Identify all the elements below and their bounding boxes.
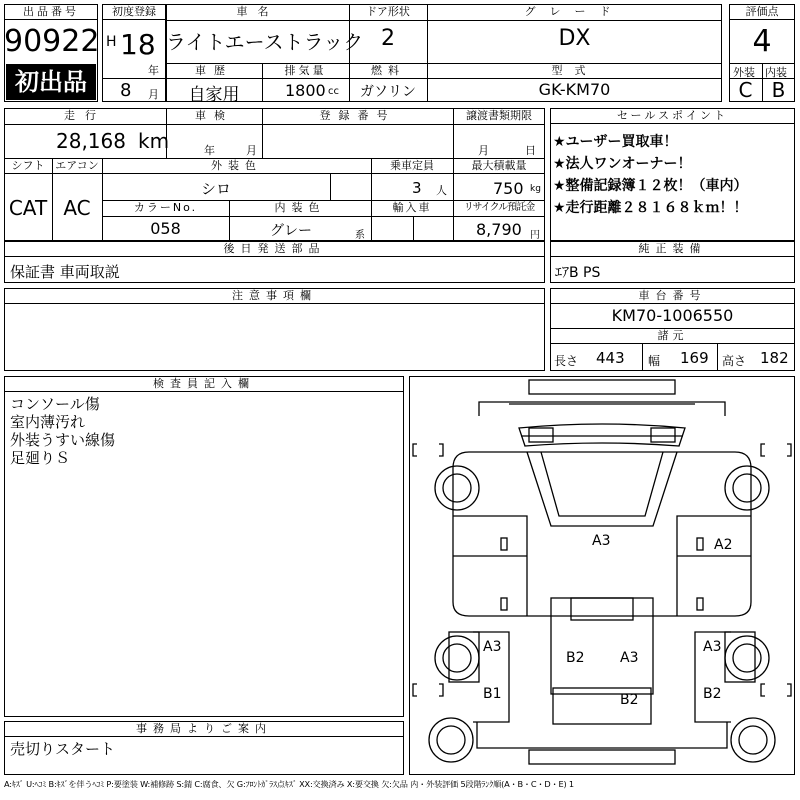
history-label: 車歴 [195,64,233,77]
sales-point-1: ★ユーザー買取車！ [553,134,678,150]
displacement-value: 1800 [285,81,326,100]
import-label: 輸入車 [392,201,432,214]
transfer-deadline-label: 譲渡書類期限 [466,109,532,122]
lot-number-label: 出品番号 [4,4,98,20]
color-no-label: カラーNo. [133,201,198,214]
dims-label: 諸元 [550,328,795,344]
max-load-value: 750 [493,179,524,198]
height-label: 高さ [722,354,747,368]
width-value: 169 [680,349,709,367]
sales-point-3: ★整備記録簿１２枚！（車内） [553,178,748,194]
history-value: 自家用 [188,85,240,105]
door-label: ドア形状 [366,5,410,18]
exterior-label: 外装 [733,66,755,79]
fuel-value: ガソリン [360,84,416,100]
transfer-month-unit: 月 [478,144,489,157]
shift-value: CAT [8,196,48,220]
chassis-value: KM70-1006550 [611,306,734,325]
interior-label: 内装 [765,66,787,79]
model-value: GK-KM70 [538,80,611,99]
mark-left-bed: A3 [483,639,502,655]
door-value: 2 [381,26,395,51]
ext-color-value: シロ [200,180,231,198]
length-label: 長さ [554,354,579,368]
int-color-label: 内装色 [274,201,326,214]
reg-number-label: 登録番号 [319,109,396,122]
score-label: 評価点 [729,4,795,20]
mark-bed-b2: B2 [566,650,585,666]
office-label: 事務局よりご案内 [4,721,404,737]
inspection-year-unit: 年 [204,144,215,157]
later-parts-label: 後日発送部品 [4,241,545,257]
sales-point-2: ★法人ワンオーナー！ [553,156,692,172]
vehicle-diagram [409,376,795,775]
displacement-unit: cc [328,86,339,97]
mark-right-door: A2 [714,537,733,553]
int-color-value: グレー [270,223,312,239]
sales-point-4: ★走行距離２８１６８ｋｍ！！ [553,200,748,216]
mileage-unit: km [138,129,170,153]
capacity-unit: 人 [436,184,447,197]
transfer-day-unit: 日 [525,144,536,157]
damage-legend: A:ｷｽﾞ U:ﾍｺﾐ B:ｷｽﾞを伴うﾍｺﾐ P:要塗装 W:補修跡 S:錆 C:腐食、欠 G:ﾌﾛﾝﾄｶﾞﾗｽ点ｷｽﾞ XX:交換済み X:要交換 欠:欠品 内・外装評価 5段階ﾗﾝｸ順(A・B・C・D・E) 1 [4,779,574,789]
max-load-unit: kg [530,184,541,194]
model-label: 型式 [551,64,598,77]
office-value: 売切りスタート [10,740,116,758]
grade-label: グレード [524,5,625,18]
int-color-unit: 系 [355,230,365,241]
exterior-grade: C [738,78,753,102]
shift-label: シフト [11,159,45,172]
capacity-label: 乗車定員 [390,159,434,172]
chassis-label: 車台番号 [550,288,795,304]
first-reg-label: 初度登録 [102,4,166,20]
equipment-value: ｴｱB PS [555,265,601,281]
aircon-value: AC [63,196,91,220]
mark-roof: A3 [592,533,611,549]
reg-month: 8 [120,80,132,101]
month-unit: 月 [148,88,159,101]
mileage-label: 走行 [64,109,106,122]
recycle-label: リサイクル預託金 [463,202,535,213]
car-name: ライトエーストラック [166,30,364,54]
inspector-label: 検査員記入欄 [4,376,404,392]
fuel-label: 燃料 [371,64,405,77]
length-value: 443 [596,349,625,367]
ext-color-label: 外装色 [211,159,262,172]
later-parts-value: 保証書 車両取説 [10,263,120,281]
year-unit: 年 [148,64,159,77]
reg-year: 18 [120,28,156,61]
max-load-label: 最大積載量 [471,159,527,172]
displacement-label: 排気量 [284,64,327,77]
equipment-label: 純正装備 [550,241,795,257]
notes-label: 注意事項欄 [4,288,545,304]
lot-number: 90922 [4,24,100,59]
score-value: 4 [752,24,772,59]
recycle-unit: 円 [530,230,540,241]
mark-left-rear: B1 [483,686,502,702]
mark-rear-gate: B2 [620,692,639,708]
inspection-month-unit: 月 [246,144,257,157]
era: H [106,34,117,50]
recycle-value: 8,790 [476,220,522,239]
inspector-line-4: 足廻りＳ [10,449,71,467]
mark-right-rear: B2 [703,686,722,702]
mark-bed-a3: A3 [620,650,639,666]
height-value: 182 [760,349,789,367]
inspector-line-2: 室内薄汚れ [10,413,86,431]
first-listing-badge: 初出品 [6,64,96,100]
car-name-label: 車名 [236,5,279,18]
color-no-value: 058 [150,219,181,238]
inspector-line-1: コンソール傷 [10,395,100,413]
aircon-label: エアコン [55,159,99,172]
capacity-value: 3 [412,179,422,197]
inspection-label: 車検 [195,109,233,122]
mileage-value: 28,168 [56,129,126,153]
width-label: 幅 [648,354,661,368]
grade-value: DX [558,26,591,51]
inspector-line-3: 外装うすい線傷 [10,431,116,449]
sales-points-label: セールスポイント [550,108,795,124]
interior-grade: B [771,78,786,102]
mark-right-bed: A3 [703,639,722,655]
